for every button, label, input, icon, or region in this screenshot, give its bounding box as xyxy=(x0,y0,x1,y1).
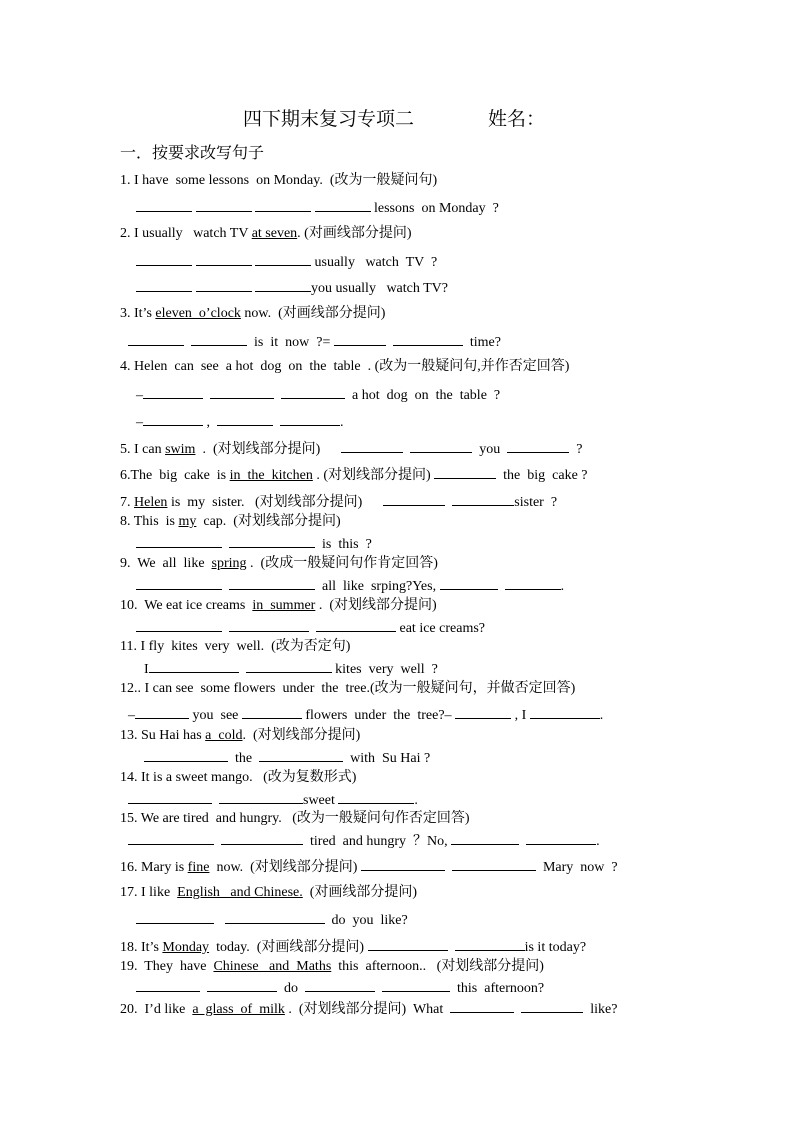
answer-blank[interactable] xyxy=(136,534,222,548)
answer-blank[interactable] xyxy=(280,412,340,426)
answer-blank[interactable] xyxy=(455,705,511,719)
line-text xyxy=(222,621,229,636)
line-text: flowers under the tree?– xyxy=(301,708,456,723)
line-text xyxy=(445,495,452,510)
answer-blank[interactable] xyxy=(455,937,525,951)
line-text xyxy=(519,834,526,849)
question-line xyxy=(120,513,341,531)
line-text: . (对划线部分提问) xyxy=(312,468,435,483)
answer-line xyxy=(128,332,501,352)
answer-line xyxy=(136,978,544,998)
line-text xyxy=(403,442,410,457)
line-text xyxy=(274,388,281,403)
answer-blank[interactable] xyxy=(136,576,222,590)
line-text: 4. Helen can see a hot dog on the table . (改为一般疑问句,并作否定回答) xyxy=(120,359,570,374)
answer-blank[interactable] xyxy=(229,576,315,590)
answer-blank[interactable] xyxy=(440,576,498,590)
line-text: eat ice creams? xyxy=(396,621,485,636)
answer-blank[interactable] xyxy=(210,385,274,399)
line-text: 5. I can xyxy=(120,442,166,457)
answer-blank[interactable] xyxy=(259,748,343,762)
question-line xyxy=(120,172,437,190)
line-text xyxy=(448,940,455,955)
answer-blank[interactable] xyxy=(207,978,277,992)
question-line xyxy=(120,937,586,957)
line-text xyxy=(239,662,246,677)
underlined-phrase: at seven xyxy=(251,226,298,241)
line-text: . xyxy=(414,793,418,808)
line-text: do you like? xyxy=(324,913,408,928)
line-text: 6.The big cake is xyxy=(120,468,230,483)
line-text: 7. xyxy=(120,495,134,510)
answer-blank[interactable] xyxy=(196,278,252,292)
underlined-phrase: my xyxy=(178,514,197,529)
line-text: is it now ?= xyxy=(247,335,334,350)
line-text: lessons on Monday ? xyxy=(370,201,499,216)
answer-blank[interactable] xyxy=(383,492,445,506)
line-text: (对画线部分提问) xyxy=(302,885,418,900)
line-text xyxy=(203,388,210,403)
underlined-phrase: Chinese and Maths xyxy=(213,959,332,974)
line-text: now. (对划线部分提问) xyxy=(209,860,361,875)
answer-blank[interactable] xyxy=(136,978,200,992)
answer-line xyxy=(136,534,372,554)
answer-blank[interactable] xyxy=(143,385,203,399)
underlined-phrase: fine xyxy=(187,860,210,875)
answer-blank[interactable] xyxy=(242,705,302,719)
answer-blank[interactable] xyxy=(281,385,345,399)
answer-blank[interactable] xyxy=(452,492,514,506)
answer-line xyxy=(128,831,600,851)
line-text xyxy=(212,793,219,808)
answer-line xyxy=(144,748,430,768)
line-text: . xyxy=(340,415,344,430)
answer-blank[interactable] xyxy=(136,618,222,632)
answer-blank[interactable] xyxy=(229,618,309,632)
answer-line xyxy=(136,910,408,930)
line-text xyxy=(200,981,207,996)
answer-blank[interactable] xyxy=(128,831,214,845)
question-line xyxy=(120,305,385,323)
line-text: the big cake ? xyxy=(496,468,588,483)
question-line xyxy=(120,884,417,902)
question-line xyxy=(120,358,569,376)
answer-line xyxy=(128,705,603,725)
line-text: ? xyxy=(569,442,583,457)
question-line xyxy=(120,810,470,828)
question-line xyxy=(120,958,544,976)
answer-blank[interactable] xyxy=(144,748,228,762)
line-text: sister ? xyxy=(514,495,558,510)
answer-blank[interactable] xyxy=(361,857,445,871)
line-text: – xyxy=(136,415,143,430)
answer-line xyxy=(136,198,499,218)
line-text: . xyxy=(596,834,600,849)
answer-line xyxy=(136,385,500,405)
line-text: do xyxy=(277,981,305,996)
answer-blank[interactable] xyxy=(217,412,273,426)
line-text: you see xyxy=(189,708,242,723)
answer-blank[interactable] xyxy=(393,332,463,346)
line-text: 16. Mary is xyxy=(120,860,188,875)
line-text: this afternoon.. (对划线部分提问) xyxy=(331,959,544,974)
line-text: . (对划线部分提问) xyxy=(315,598,437,613)
line-text: . xyxy=(560,579,565,594)
line-text xyxy=(386,335,393,350)
line-text: today. (对画线部分提问) xyxy=(209,940,368,955)
line-text: sweet xyxy=(303,793,339,808)
answer-blank[interactable] xyxy=(221,831,303,845)
question-line xyxy=(120,555,438,573)
line-text xyxy=(184,335,191,350)
line-text: is this ? xyxy=(315,537,372,552)
underlined-phrase: a glass of milk xyxy=(192,1002,285,1017)
line-text: 8. This is xyxy=(120,514,179,529)
line-text: time? xyxy=(462,335,501,350)
line-text: 11. I fly kites very well. (改为否定句) xyxy=(120,639,351,654)
answer-blank[interactable] xyxy=(315,198,371,212)
line-text: 2. I usually watch TV xyxy=(120,226,252,241)
question-line xyxy=(120,225,412,243)
line-text: you usually watch TV? xyxy=(311,281,448,296)
answer-line xyxy=(136,412,344,432)
answer-blank[interactable] xyxy=(505,576,561,590)
answer-blank[interactable] xyxy=(229,534,315,548)
line-text: Mary now ? xyxy=(535,860,618,875)
line-text: 20. I’d like xyxy=(120,1002,193,1017)
question-line xyxy=(120,465,588,485)
line-text: – xyxy=(128,708,135,723)
line-text: 14. It is a sweet mango. (改为复数形式) xyxy=(120,770,357,785)
name-label: 姓名： xyxy=(488,109,546,130)
line-text: 17. I like xyxy=(120,885,178,900)
answer-blank[interactable] xyxy=(136,278,192,292)
line-text: . (对划线部分提问) What xyxy=(284,1002,451,1017)
answer-blank[interactable] xyxy=(196,198,252,212)
question-line xyxy=(120,492,557,512)
answer-line xyxy=(128,790,418,810)
line-text: with Su Hai ? xyxy=(343,751,431,766)
underlined-phrase: Helen xyxy=(134,495,168,510)
line-text: . (对画线部分提问) xyxy=(297,226,412,241)
line-text: this afternoon? xyxy=(450,981,545,996)
underlined-phrase: English and Chinese. xyxy=(177,885,303,900)
line-text: 18. It’s xyxy=(120,940,163,955)
question-line xyxy=(120,727,360,745)
answer-blank[interactable] xyxy=(451,831,519,845)
answer-blank[interactable] xyxy=(128,790,212,804)
answer-blank[interactable] xyxy=(526,831,596,845)
answer-line xyxy=(136,618,485,638)
line-text: like? xyxy=(583,1002,618,1017)
answer-blank[interactable] xyxy=(136,910,214,924)
line-text xyxy=(375,981,382,996)
line-text: cap. (对划线部分提问) xyxy=(196,514,341,529)
answer-blank[interactable] xyxy=(225,910,325,924)
line-text: is it today? xyxy=(524,940,587,955)
answer-blank[interactable] xyxy=(305,978,375,992)
answer-blank[interactable] xyxy=(135,705,189,719)
answer-blank[interactable] xyxy=(434,465,496,479)
question-line xyxy=(120,999,617,1019)
answer-blank[interactable] xyxy=(382,978,450,992)
line-text: , xyxy=(203,415,217,430)
answer-blank[interactable] xyxy=(149,659,239,673)
line-text: now. (对画线部分提问) xyxy=(240,306,386,321)
line-text: 9. We all like xyxy=(120,556,212,571)
line-text: . (对划线部分提问) xyxy=(242,728,361,743)
answer-blank[interactable] xyxy=(246,659,332,673)
underlined-phrase: in the kitchen xyxy=(229,468,313,483)
question-line xyxy=(120,680,575,698)
line-text xyxy=(222,579,229,594)
underlined-phrase: Monday xyxy=(162,940,210,955)
line-text xyxy=(514,1002,521,1017)
underlined-phrase: spring xyxy=(211,556,247,571)
line-text xyxy=(498,579,505,594)
line-text: you xyxy=(472,442,508,457)
line-text: . (改成一般疑问句作肯定回答) xyxy=(246,556,438,571)
line-text xyxy=(214,834,221,849)
answer-blank[interactable] xyxy=(136,198,192,212)
underlined-phrase: swim xyxy=(165,442,196,457)
line-text xyxy=(309,621,316,636)
line-text: is my sister. (对划线部分提问) xyxy=(167,495,384,510)
answer-blank[interactable] xyxy=(128,332,184,346)
section-heading: 一．按要求改写句子 xyxy=(120,145,265,162)
answer-line xyxy=(136,278,448,298)
worksheet-title: 四下期末复习专项二 xyxy=(243,109,415,130)
line-text xyxy=(214,913,225,928)
question-line xyxy=(120,857,618,877)
answer-blank[interactable] xyxy=(338,790,414,804)
line-text: 10. We eat ice creams xyxy=(120,598,253,613)
answer-blank[interactable] xyxy=(316,618,396,632)
line-text xyxy=(445,860,452,875)
question-line xyxy=(120,769,356,787)
answer-blank[interactable] xyxy=(255,198,311,212)
line-text: tired and hungry ？No, xyxy=(303,834,452,849)
answer-blank[interactable] xyxy=(334,332,386,346)
question-line xyxy=(120,638,350,656)
line-text: – xyxy=(136,388,143,403)
line-text: all like srping?Yes, xyxy=(315,579,440,594)
line-text: I xyxy=(144,662,149,677)
answer-blank[interactable] xyxy=(219,790,303,804)
line-text: 1. I have some lessons on Monday. (改为一般疑问句) xyxy=(120,173,438,188)
line-text: 12.. I can see some flowers under the tree.(改为一般疑问句，并做否定回答) xyxy=(120,681,576,696)
answer-blank[interactable] xyxy=(452,857,536,871)
answer-blank[interactable] xyxy=(255,252,311,266)
line-text: 15. We are tired and hungry. (改为一般疑问句作否定回答) xyxy=(120,811,470,826)
line-text: . (对划线部分提问) xyxy=(195,442,342,457)
answer-blank[interactable] xyxy=(507,439,569,453)
answer-blank[interactable] xyxy=(255,278,311,292)
answer-line xyxy=(144,659,438,679)
line-text: kites very well ? xyxy=(331,662,438,677)
line-text: . xyxy=(599,708,604,723)
answer-line xyxy=(136,576,564,596)
line-text: 13. Su Hai has xyxy=(120,728,206,743)
question-line xyxy=(120,597,437,615)
underlined-phrase: eleven o’clock xyxy=(155,306,241,321)
answer-blank[interactable] xyxy=(341,439,403,453)
line-text: the xyxy=(228,751,260,766)
answer-line xyxy=(136,252,437,272)
line-text: 19. They have xyxy=(120,959,214,974)
question-line xyxy=(120,439,582,459)
line-text xyxy=(273,415,280,430)
answer-blank[interactable] xyxy=(143,412,203,426)
answer-blank[interactable] xyxy=(191,332,247,346)
answer-blank[interactable] xyxy=(136,252,192,266)
answer-blank[interactable] xyxy=(196,252,252,266)
line-text: a hot dog on the table ? xyxy=(345,388,501,403)
underlined-phrase: a cold xyxy=(205,728,243,743)
line-text: usually watch TV ? xyxy=(311,255,438,270)
answer-blank[interactable] xyxy=(521,999,583,1013)
line-text xyxy=(222,537,229,552)
line-text: 3. It’s xyxy=(120,306,156,321)
answer-blank[interactable] xyxy=(450,999,514,1013)
answer-blank[interactable] xyxy=(368,937,448,951)
underlined-phrase: in summer xyxy=(252,598,316,613)
line-text: , I xyxy=(511,708,530,723)
answer-blank[interactable] xyxy=(410,439,472,453)
answer-blank[interactable] xyxy=(530,705,600,719)
